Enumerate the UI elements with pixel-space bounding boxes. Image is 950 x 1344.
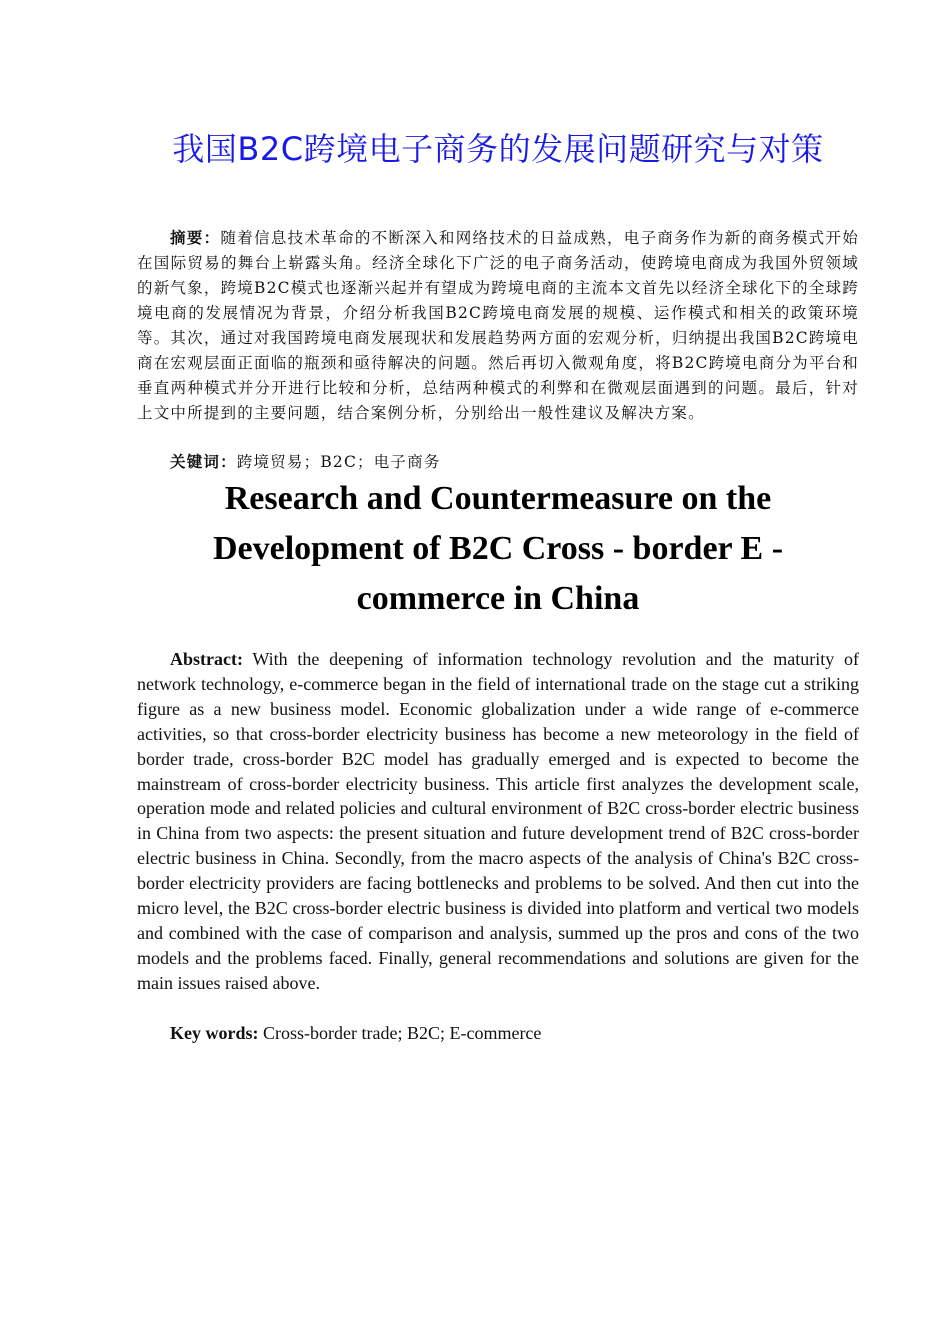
chinese-keywords-label: 关键词：	[170, 452, 237, 471]
chinese-keywords	[170, 449, 860, 475]
english-title: Research and Countermeasure on the Development of B2C Cross - border E - commerce in China	[212, 480, 784, 617]
english-abstract	[137, 647, 859, 996]
chinese-title: 我国B2C跨境电子商务的发展问题研究与对策	[172, 130, 824, 168]
chinese-abstract	[137, 225, 859, 426]
chinese-abstract-label: 摘要：	[170, 228, 221, 247]
english-keywords-text: Cross-border trade; B2C; E-commerce	[258, 1023, 542, 1043]
english-abstract-label: Abstract:	[170, 649, 243, 669]
english-abstract-text: With the deepening of information technology revolution and the maturity of network technology, e-commerce began in the field of international trade on the stage cut a striking figure as a new business model. Economic globalization under a wide range of e-commerce activities, so that cross-border electricity business has become a new meteorology in the field of border trade, cross-border B2C model has gradually emerged and is expected to become the mainstream of cross-border electricity business. This article first analyzes the development scale, operation mode and related policies and cultural environment of B2C cross-border electric business in China from two aspects: the present situation and future development trend of B2C cross-border electric business in China. Secondly, from the macro aspects of the analysis of China's B2C cross-border electricity providers are facing bottlenecks and problems to be solved. And then cut into the micro level, the B2C cross-border electric business is divided into platform and vertical two models and combined with the case of comparison and analysis, summed up the pros and cons of the two models and the problems faced. Finally, general recommendations and solutions are given for the main issues raised above.	[137, 649, 859, 993]
english-keywords	[170, 1021, 860, 1046]
chinese-abstract-text: 随着信息技术革命的不断深入和网络技术的日益成熟，电子商务作为新的商务模式开始在国际贸易的舞台上崭露头角。经济全球化下广泛的电子商务活动，使跨境电商成为我国外贸领域的新气象，跨境B2C模式也逐渐兴起并有望成为跨境电商的主流本文首先以经济全球化下的全球跨境电商的发展情况为背景，介绍分析我国B2C跨境电商发展的规模、运作模式和相关的政策环境等。其次，通过对我国跨境电商发展现状和发展趋势两方面的宏观分析，归纳提出我国B2C跨境电商在宏观层面正面临的瓶颈和亟待解决的问题。然后再切入微观角度，将B2C跨境电商分为平台和垂直两种模式并分开进行比较和分析，总结两种模式的利弊和在微观层面遇到的问题。最后，针对上文中所提到的主要问题，结合案例分析，分别给出一般性建议及解决方案。	[137, 229, 859, 422]
english-keywords-label: Key words:	[170, 1023, 259, 1043]
chinese-keywords-text: 跨境贸易；B2C；电子商务	[236, 453, 441, 471]
